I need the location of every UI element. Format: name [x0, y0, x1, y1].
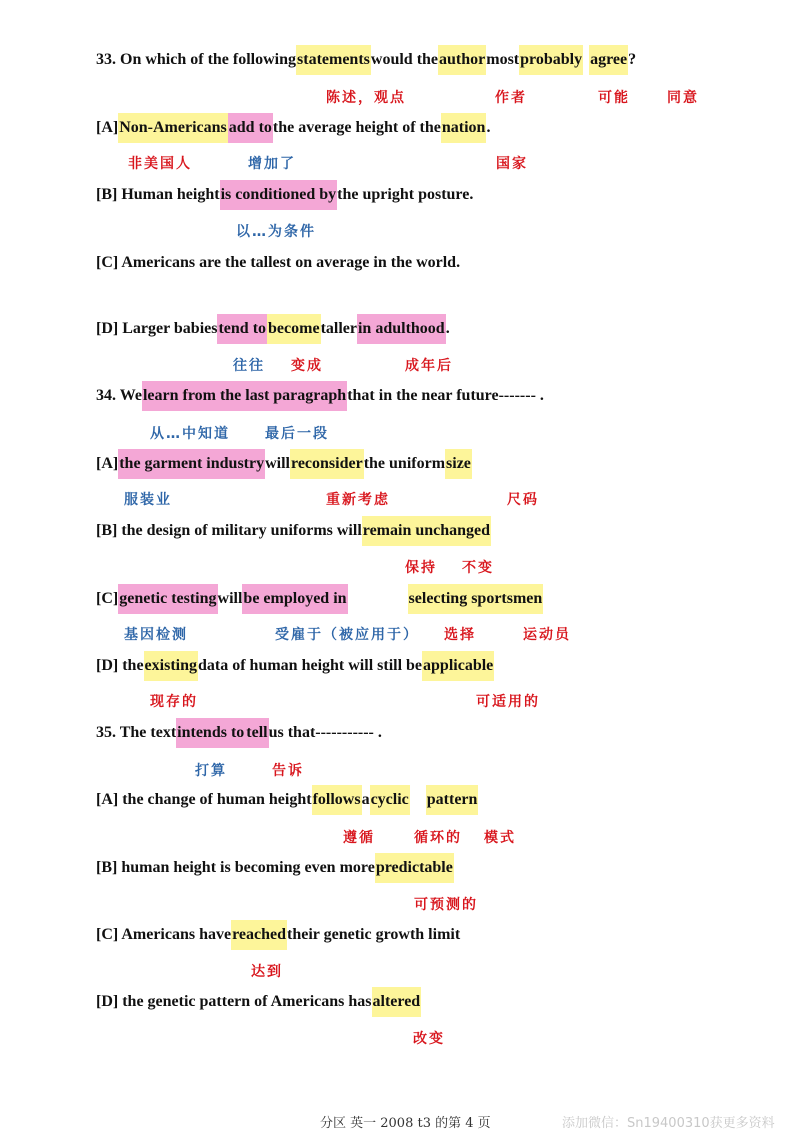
q34-option-d: [D] theexistingdata of human height will still beapplicable [96, 651, 494, 681]
gloss-non-americans: 非美国人 [128, 156, 192, 172]
gloss-become: 变成 [291, 358, 323, 374]
gloss-selecting: 选择 [444, 627, 476, 643]
gloss-tell: 告诉 [272, 763, 304, 779]
gloss-agree: 同意 [667, 90, 699, 106]
gloss-is-conditioned-by: 以…为条件 [236, 224, 316, 240]
q33-option-c: [C] Americans are the tallest on average in the world. [96, 254, 461, 271]
gloss-genetic-testing: 基因检测 [124, 627, 188, 643]
gloss-reconsider: 重新考虑 [326, 492, 390, 508]
gloss-learn-from: 从…中知道 [150, 426, 230, 442]
gloss-remain: 保持 [405, 560, 437, 576]
gloss-probably: 可能 [598, 90, 630, 106]
gloss-follows: 遵循 [343, 830, 375, 846]
gloss-size: 尺码 [507, 492, 539, 508]
gloss-pattern: 模式 [484, 830, 516, 846]
q34-option-c: [C]genetic testingwillbe employed in selecting sportsmen [96, 584, 543, 614]
gloss-statements: 陈述，观点 [326, 90, 406, 106]
gloss-unchanged: 不变 [462, 560, 494, 576]
gloss-add-to: 增加了 [248, 156, 296, 172]
q34-option-a: [A]the garment industrywillreconsiderthe uniformsize [96, 449, 472, 479]
gloss-in-adulthood: 成年后 [405, 358, 453, 374]
q35-option-d: [D] the genetic pattern of Americans hasaltered [96, 987, 421, 1017]
q35-option-c: [C] Americans havereachedtheir genetic growth limit [96, 920, 460, 950]
gloss-applicable: 可适用的 [476, 694, 540, 710]
gloss-altered: 改变 [413, 1031, 445, 1047]
q33-option-a: [A]Non-Americans add tothe average height of thenation. [96, 113, 490, 143]
gloss-nation: 国家 [496, 156, 528, 172]
q35-option-b: [B] human height is becoming even morepredictable [96, 853, 454, 883]
q35-stem: 35. The textintends to tellus that----------- . [96, 718, 382, 748]
gloss-intends-to: 打算 [195, 763, 227, 779]
q34-option-b: [B] the design of military uniforms willremain unchanged [96, 516, 491, 546]
q33-option-d: [D] Larger babiestend to becometallerin adulthood. [96, 314, 450, 344]
gloss-sportsmen: 运动员 [523, 627, 571, 643]
gloss-tend-to: 往往 [233, 358, 265, 374]
q33-option-b: [B] Human heightis conditioned bythe upright posture. [96, 180, 473, 210]
gloss-be-employed-in: 受雇于（被应用于） [275, 627, 419, 643]
q35-option-a: [A] the change of human heightfollowsacyclic pattern [96, 785, 478, 815]
gloss-reached: 达到 [251, 964, 283, 980]
page-footer: 分区 英一 2008 t3 的第 4 页 [320, 1116, 491, 1131]
gloss-author: 作者 [495, 90, 527, 106]
gloss-predictable: 可预测的 [414, 897, 478, 913]
gloss-last-paragraph: 最后一段 [265, 426, 329, 442]
q34-stem: 34. Welearn from the last paragraphthat in the near future------- . [96, 381, 544, 411]
gloss-existing: 现存的 [150, 694, 198, 710]
watermark-text: 添加微信：Sn19400310获更多资料 [562, 1116, 775, 1131]
q33-stem: 33. On which of the followingstatementswould theauthormostprobably agree? [96, 45, 636, 75]
gloss-garment-industry: 服装业 [124, 492, 172, 508]
gloss-cyclic: 循环的 [414, 830, 462, 846]
